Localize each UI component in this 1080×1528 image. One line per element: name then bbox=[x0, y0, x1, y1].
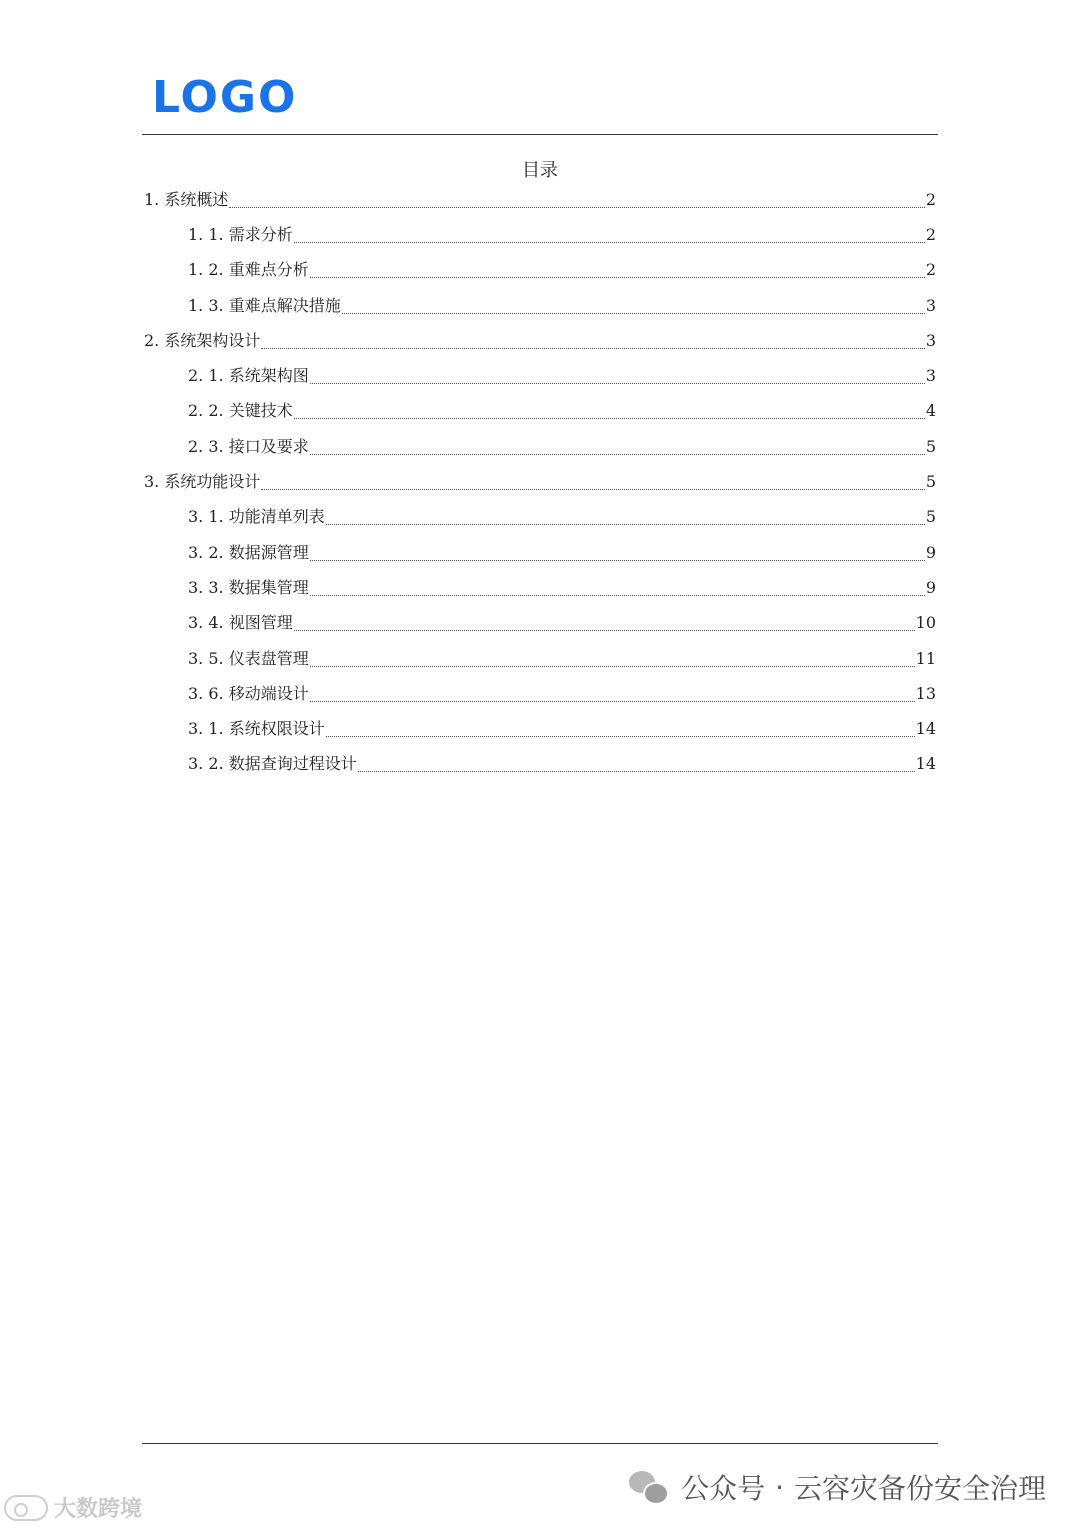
toc-entry-page: 5 bbox=[925, 436, 936, 456]
toc-entry-label: 1. 系统概述 bbox=[144, 189, 229, 209]
toc-entry-page: 11 bbox=[915, 648, 936, 668]
toc-entry-label: 2. 1. 系统架构图 bbox=[188, 366, 309, 386]
toc-dot-leader bbox=[261, 347, 924, 349]
toc-entry[interactable] bbox=[142, 570, 936, 605]
toc-dot-leader bbox=[310, 453, 925, 455]
toc-entry[interactable] bbox=[142, 358, 936, 393]
brand-icon bbox=[4, 1495, 48, 1521]
toc-entry[interactable] bbox=[142, 500, 936, 535]
toc-dot-leader bbox=[310, 665, 915, 667]
footer-separator: · bbox=[775, 1470, 784, 1504]
toc-dot-leader bbox=[358, 770, 915, 772]
toc-entry[interactable] bbox=[142, 641, 936, 676]
toc-entry-label: 3. 1. 功能清单列表 bbox=[188, 507, 325, 527]
toc-entry-label: 3. 5. 仪表盘管理 bbox=[188, 648, 309, 668]
toc-entry-page: 14 bbox=[915, 754, 936, 774]
toc-entry-page: 2 bbox=[925, 189, 936, 209]
toc-entry-label: 3. 1. 系统权限设计 bbox=[188, 719, 325, 739]
toc-entry[interactable] bbox=[142, 253, 936, 288]
toc-dot-leader bbox=[294, 417, 925, 419]
toc-entry-label: 2. 2. 关键技术 bbox=[188, 401, 293, 421]
toc-dot-leader bbox=[294, 629, 915, 631]
watermark-text: 大数跨境 bbox=[54, 1497, 143, 1522]
toc-dot-leader bbox=[310, 559, 925, 561]
toc-entry[interactable] bbox=[142, 394, 936, 429]
header-divider bbox=[142, 134, 938, 135]
toc-entry[interactable] bbox=[142, 323, 936, 358]
toc-dot-leader bbox=[229, 206, 924, 208]
toc-entry[interactable] bbox=[142, 747, 936, 782]
toc-dot-leader bbox=[310, 276, 925, 278]
toc-title: 目录 bbox=[522, 160, 558, 181]
toc-dot-leader bbox=[326, 735, 915, 737]
toc-entry-label: 1. 2. 重难点分析 bbox=[188, 260, 309, 280]
footer-account-name: 云容灾备份安全治理 bbox=[793, 1472, 1046, 1505]
toc-entry-label: 3. 3. 数据集管理 bbox=[188, 577, 309, 597]
toc-entry-page: 9 bbox=[925, 542, 936, 562]
toc-entry-page: 2 bbox=[925, 260, 936, 280]
toc-dot-leader bbox=[342, 312, 925, 314]
toc-entry-page: 13 bbox=[915, 683, 936, 703]
footer-prefix: 公众号 bbox=[681, 1472, 766, 1505]
toc-entry-page: 4 bbox=[925, 401, 936, 421]
toc-entry-page: 3 bbox=[925, 366, 936, 386]
wechat-icon bbox=[629, 1471, 667, 1503]
toc-entry-page: 2 bbox=[925, 224, 936, 244]
toc-entry[interactable] bbox=[142, 606, 936, 641]
toc-entry[interactable] bbox=[142, 464, 936, 499]
toc-entry-label: 3. 2. 数据源管理 bbox=[188, 542, 309, 562]
toc-entry-label: 3. 6. 移动端设计 bbox=[188, 683, 309, 703]
toc-entry-page: 14 bbox=[915, 719, 936, 739]
table-of-contents bbox=[142, 182, 936, 782]
toc-entry-label: 2. 系统架构设计 bbox=[144, 330, 261, 350]
toc-dot-leader bbox=[310, 382, 925, 384]
toc-dot-leader bbox=[326, 523, 925, 525]
toc-entry-page: 5 bbox=[925, 472, 936, 492]
toc-entry[interactable] bbox=[142, 711, 936, 746]
toc-entry-label: 2. 3. 接口及要求 bbox=[188, 436, 309, 456]
toc-dot-leader bbox=[294, 241, 925, 243]
toc-entry[interactable] bbox=[142, 535, 936, 570]
logo: LOGO bbox=[152, 72, 298, 123]
toc-entry-label: 1. 1. 需求分析 bbox=[188, 224, 293, 244]
footer-divider bbox=[142, 1443, 938, 1444]
toc-entry[interactable] bbox=[142, 288, 936, 323]
footer-account bbox=[629, 1467, 1046, 1507]
toc-entry-page: 9 bbox=[925, 577, 936, 597]
toc-entry[interactable] bbox=[142, 429, 936, 464]
toc-entry-label: 3. 4. 视图管理 bbox=[188, 613, 293, 633]
toc-entry-page: 10 bbox=[915, 613, 936, 633]
toc-dot-leader bbox=[261, 488, 924, 490]
watermark bbox=[4, 1492, 142, 1523]
toc-entry-page: 3 bbox=[925, 330, 936, 350]
toc-entry[interactable] bbox=[142, 182, 936, 217]
toc-dot-leader bbox=[310, 700, 915, 702]
toc-entry[interactable] bbox=[142, 676, 936, 711]
toc-entry-page: 5 bbox=[925, 507, 936, 527]
toc-entry-page: 3 bbox=[925, 295, 936, 315]
toc-entry-label: 3. 系统功能设计 bbox=[144, 472, 261, 492]
toc-entry-label: 1. 3. 重难点解决措施 bbox=[188, 295, 341, 315]
toc-entry-label: 3. 2. 数据查询过程设计 bbox=[188, 754, 357, 774]
toc-dot-leader bbox=[310, 594, 925, 596]
toc-entry[interactable] bbox=[142, 217, 936, 252]
